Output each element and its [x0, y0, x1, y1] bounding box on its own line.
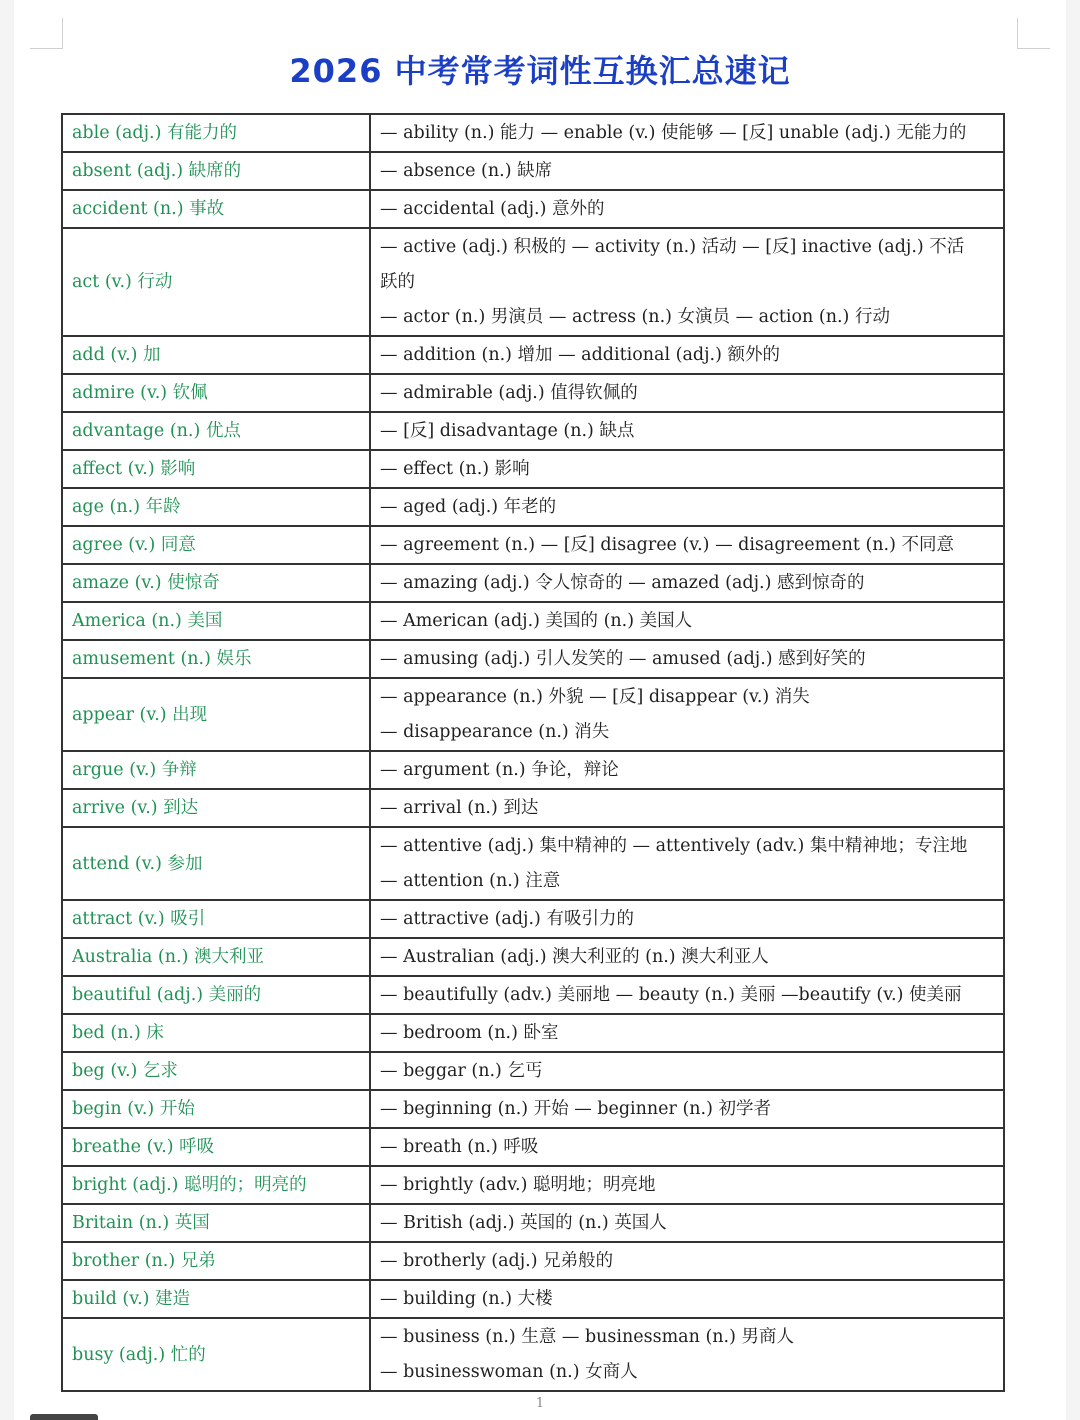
head-word-cell: busy (adj.) 忙的 — [62, 1318, 370, 1391]
derivatives-cell — [370, 789, 1004, 827]
table-row — [62, 152, 1004, 190]
derivative-line: — American (adj.) 美国的 (n.) 美国人 — [380, 611, 693, 631]
head-word-cell: argue (v.) 争辩 — [62, 751, 370, 789]
derivatives-cell — [370, 900, 1004, 938]
derivative-line: — attractive (adj.) 有吸引力的 — [380, 909, 634, 929]
head-word-cell: amaze (v.) 使惊奇 — [62, 564, 370, 602]
head-word-cell: beg (v.) 乞求 — [62, 1052, 370, 1090]
derivative-line: — bedroom (n.) 卧室 — [380, 1023, 559, 1043]
derivative-line: — aged (adj.) 年老的 — [380, 497, 557, 517]
derivatives-cell — [370, 190, 1004, 228]
derivative-line: — Australian (adj.) 澳大利亚的 (n.) 澳大利亚人 — [380, 947, 769, 967]
derivative-line: — attentive (adj.) 集中精神的 — attentively (adv.) 集中精神地；专注地 — [380, 836, 968, 856]
table-row — [62, 374, 1004, 412]
derivatives-cell — [370, 526, 1004, 564]
derivative-line: — British (adj.) 英国的 (n.) 英国人 — [380, 1213, 667, 1233]
head-word-cell: Britain (n.) 英国 — [62, 1204, 370, 1242]
derivative-line: — argument (n.) 争论，辩论 — [380, 760, 619, 780]
head-word-cell: act (v.) 行动 — [62, 228, 370, 336]
derivative-line: 跃的 — [380, 272, 415, 292]
table-row — [62, 564, 1004, 602]
head-word-cell: admire (v.) 钦佩 — [62, 374, 370, 412]
derivatives-cell — [370, 1204, 1004, 1242]
table-row — [62, 450, 1004, 488]
head-word-cell: build (v.) 建造 — [62, 1280, 370, 1318]
table-row — [62, 1166, 1004, 1204]
derivatives-cell — [370, 488, 1004, 526]
derivatives-cell — [370, 412, 1004, 450]
table-row — [62, 827, 1004, 900]
derivative-line: — attention (n.) 注意 — [380, 871, 561, 891]
derivative-line: — ability (n.) 能力 — enable (v.) 使能够 — [反] unable (adj.) 无能力的 — [380, 123, 967, 143]
head-word-cell: agree (v.) 同意 — [62, 526, 370, 564]
head-word-cell: accident (n.) 事故 — [62, 190, 370, 228]
derivatives-cell — [370, 1280, 1004, 1318]
table-row — [62, 1014, 1004, 1052]
vocabulary-table — [61, 113, 1005, 1392]
derivative-line: — effect (n.) 影响 — [380, 459, 530, 479]
derivative-line: — disappearance (n.) 消失 — [380, 722, 610, 742]
table-row — [62, 938, 1004, 976]
scrollbar-thumb[interactable] — [30, 1414, 98, 1420]
head-word-cell: add (v.) 加 — [62, 336, 370, 374]
head-word-cell: advantage (n.) 优点 — [62, 412, 370, 450]
table-row — [62, 1090, 1004, 1128]
derivative-line: — accidental (adj.) 意外的 — [380, 199, 605, 219]
table-row — [62, 1128, 1004, 1166]
head-word-cell: Australia (n.) 澳大利亚 — [62, 938, 370, 976]
table-row — [62, 789, 1004, 827]
derivative-line: — brightly (adv.) 聪明地；明亮地 — [380, 1175, 656, 1195]
table-row — [62, 1052, 1004, 1090]
derivatives-cell — [370, 1014, 1004, 1052]
head-word-cell: able (adj.) 有能力的 — [62, 114, 370, 152]
table-row — [62, 1204, 1004, 1242]
head-word-cell: begin (v.) 开始 — [62, 1090, 370, 1128]
derivative-line: — businesswoman (n.) 女商人 — [380, 1362, 638, 1382]
derivatives-cell — [370, 564, 1004, 602]
head-word-cell: affect (v.) 影响 — [62, 450, 370, 488]
derivatives-cell — [370, 228, 1004, 336]
table-row — [62, 336, 1004, 374]
derivatives-cell — [370, 751, 1004, 789]
head-word-cell: age (n.) 年龄 — [62, 488, 370, 526]
head-word-cell: brother (n.) 兄弟 — [62, 1242, 370, 1280]
page-title: 2026 中考常考词性互换汇总速记 — [289, 52, 791, 90]
derivative-line: — appearance (n.) 外貌 — [反] disappear (v.) 消失 — [380, 687, 810, 707]
derivative-line: — addition (n.) 增加 — additional (adj.) 额外的 — [380, 345, 780, 365]
derivatives-cell — [370, 1166, 1004, 1204]
derivative-line: — arrival (n.) 到达 — [380, 798, 539, 818]
head-word-cell: amusement (n.) 娱乐 — [62, 640, 370, 678]
derivatives-cell — [370, 1052, 1004, 1090]
table-row — [62, 488, 1004, 526]
derivatives-cell — [370, 336, 1004, 374]
table-row — [62, 1242, 1004, 1280]
derivative-line: — active (adj.) 积极的 — activity (n.) 活动 — [反] inactive (adj.) 不活 — [380, 237, 965, 257]
derivatives-cell — [370, 1318, 1004, 1391]
head-word-cell: bed (n.) 床 — [62, 1014, 370, 1052]
derivatives-cell — [370, 114, 1004, 152]
derivative-line: — beautifully (adv.) 美丽地 — beauty (n.) 美丽 —beautify (v.) 使美丽 — [380, 985, 962, 1005]
table-row — [62, 1280, 1004, 1318]
head-word-cell: breathe (v.) 呼吸 — [62, 1128, 370, 1166]
table-row — [62, 900, 1004, 938]
derivatives-cell — [370, 1128, 1004, 1166]
table-row — [62, 1318, 1004, 1391]
derivatives-cell — [370, 976, 1004, 1014]
derivative-line: — business (n.) 生意 — businessman (n.) 男商人 — [380, 1327, 794, 1347]
table-row — [62, 114, 1004, 152]
head-word-cell: arrive (v.) 到达 — [62, 789, 370, 827]
derivatives-cell — [370, 602, 1004, 640]
head-word-cell: bright (adj.) 聪明的；明亮的 — [62, 1166, 370, 1204]
derivative-line: — breath (n.) 呼吸 — [380, 1137, 539, 1157]
derivative-line: — actor (n.) 男演员 — actress (n.) 女演员 — action (n.) 行动 — [380, 307, 890, 327]
table-row — [62, 751, 1004, 789]
derivative-line: — admirable (adj.) 值得钦佩的 — [380, 383, 638, 403]
head-word-cell: attract (v.) 吸引 — [62, 900, 370, 938]
crop-mark-top-right — [1017, 18, 1050, 49]
crop-mark-top-left — [30, 18, 63, 49]
head-word-cell: beautiful (adj.) 美丽的 — [62, 976, 370, 1014]
derivative-line: — beggar (n.) 乞丐 — [380, 1061, 543, 1081]
derivative-line: — brotherly (adj.) 兄弟般的 — [380, 1251, 614, 1271]
derivative-line: — beginning (n.) 开始 — beginner (n.) 初学者 — [380, 1099, 772, 1119]
derivatives-cell — [370, 152, 1004, 190]
table-row — [62, 526, 1004, 564]
derivatives-cell — [370, 1090, 1004, 1128]
derivatives-cell — [370, 450, 1004, 488]
table-row — [62, 678, 1004, 751]
head-word-cell: attend (v.) 参加 — [62, 827, 370, 900]
derivatives-cell — [370, 678, 1004, 751]
derivatives-cell — [370, 938, 1004, 976]
derivative-line: — amusing (adj.) 引人发笑的 — amused (adj.) 感到好笑的 — [380, 649, 866, 669]
derivative-line: — building (n.) 大楼 — [380, 1289, 553, 1309]
table-row — [62, 602, 1004, 640]
table-row — [62, 640, 1004, 678]
head-word-cell: appear (v.) 出现 — [62, 678, 370, 751]
head-word-cell: America (n.) 美国 — [62, 602, 370, 640]
derivative-line: — amazing (adj.) 令人惊奇的 — amazed (adj.) 感到惊奇的 — [380, 573, 865, 593]
derivative-line: — absence (n.) 缺席 — [380, 161, 553, 181]
table-row — [62, 412, 1004, 450]
derivatives-cell — [370, 374, 1004, 412]
table-row — [62, 190, 1004, 228]
derivatives-cell — [370, 640, 1004, 678]
page-number: 1 — [535, 1396, 545, 1411]
derivatives-cell — [370, 827, 1004, 900]
derivative-line: — agreement (n.) — [反] disagree (v.) — disagreement (n.) 不同意 — [380, 535, 954, 555]
table-row — [62, 228, 1004, 336]
derivative-line: — [反] disadvantage (n.) 缺点 — [380, 421, 635, 441]
table-row — [62, 976, 1004, 1014]
head-word-cell: absent (adj.) 缺席的 — [62, 152, 370, 190]
derivatives-cell — [370, 1242, 1004, 1280]
